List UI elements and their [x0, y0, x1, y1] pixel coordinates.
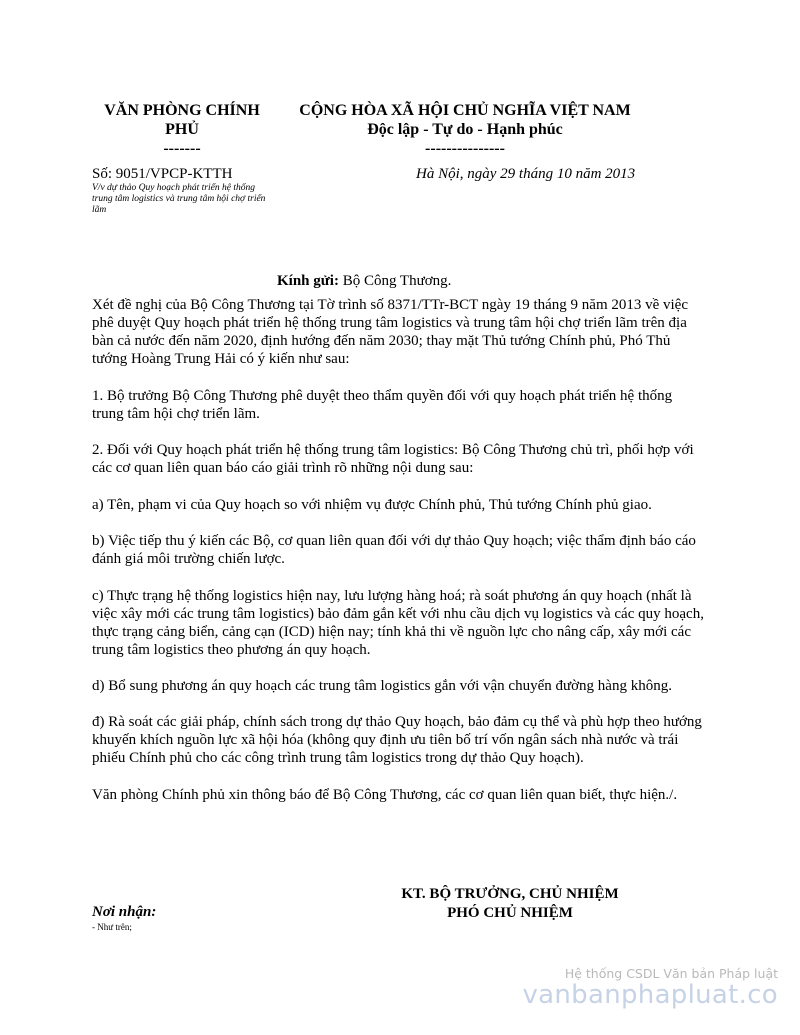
agency-rule: -------	[163, 140, 201, 157]
paragraph-item-dd: đ) Rà soát các giải pháp, chính sách trong dự thảo Quy hoạch, bảo đảm cụ thể và phù hợp theo hướng khuyến khích nguồn lực xã hội hóa (không quy định ưu tiên bố trí vốn ngân sách nhà nước và trái phiếu Chính phủ cho các công trình trung tâm logistics trong dự thảo Quy hoạch).	[92, 714, 702, 766]
paragraph-item-2: 2. Đối với Quy hoạch phát triển hệ thống trung tâm logistics: Bộ Công Thương chủ trì, phối hợp với các cơ quan liên quan báo cáo giải trình rõ những nội dung sau:	[92, 442, 694, 476]
paragraph-item-b: b) Việc tiếp thu ý kiến các Bộ, cơ quan liên quan đối với dự thảo Quy hoạch; việc thẩm định báo cáo đánh giá môi trường chiến lược.	[92, 533, 696, 567]
recipient-item: - Như trên;	[92, 922, 132, 932]
paragraph-item-a: a) Tên, phạm vi của Quy hoạch so với nhiệm vụ được Chính phủ, Thủ tướng Chính phủ giao.	[92, 497, 652, 513]
issuing-agency	[92, 101, 272, 158]
paragraph-intro: Xét đề nghị của Bộ Công Thương tại Tờ trình số 8371/TTr-BCT ngày 19 tháng 9 năm 2013 về việc phê duyệt Quy hoạch phát triển hệ thống trung tâm logistics và trung tâm hội chợ triển lãm trên địa bàn cả nước đến năm 2020, định hướng đến năm 2030; thay mặt Thủ tướng Chính phủ, Phó Thủ tướng Hoàng Trung Hải có ý kiến như sau:	[92, 297, 689, 367]
paragraph-item-1: 1. Bộ trưởng Bộ Công Thương phê duyệt theo thẩm quyền đối với quy hoạch phát triển hệ thống trung tâm hội chợ triển lãm.	[92, 388, 673, 422]
watermark-caption: Hệ thống CSDL Văn bản Pháp luật	[564, 966, 778, 981]
signature-block	[390, 885, 630, 923]
nation-rule: ---------------	[425, 140, 505, 157]
paragraph-item-c: c) Thực trạng hệ thống logistics hiện nay, lưu lượng hàng hoá; rà soát phương án quy hoạch (nhất là việc xây mới các trung tâm logistics) bảo đảm gắn kết với nhu cầu dịch vụ logistics và các quy hoạch, thực trạng cảng biển, cảng cạn (ICD) hiện nay; tính khả thi về nguồn lực cho nâng cấp, xây mới các trung tâm logistics theo phương án quy hoạch.	[92, 588, 704, 658]
signature-role: PHÓ CHỦ NHIỆM	[447, 905, 573, 921]
nation-name: CỘNG HÒA XÃ HỘI CHỦ NGHĨA VIỆT NAM	[299, 102, 631, 119]
agency-name-line2: PHỦ	[165, 121, 199, 138]
watermark-site: vanbanphapluat.co	[522, 980, 778, 1010]
nation-motto: Độc lập - Tự do - Hạnh phúc	[367, 121, 563, 138]
paragraph-item-d: d) Bổ sung phương án quy hoạch các trung tâm logistics gắn với vận chuyển đường hàng không.	[92, 678, 672, 694]
national-header	[285, 101, 645, 158]
agency-name-line1: VĂN PHÒNG CHÍNH	[104, 102, 260, 119]
document-number: Số: 9051/VPCP-KTTH	[92, 166, 233, 182]
document-subject: V/v dự thảo Quy hoạch phát triển hệ thống trung tâm logistics và trung tâm hội chợ triển lãm	[92, 183, 266, 215]
greeting	[277, 273, 451, 290]
signature-title: KT. BỘ TRƯỞNG, CHỦ NHIỆM	[401, 886, 619, 902]
place-date: Hà Nội, ngày 29 tháng 10 năm 2013	[416, 166, 636, 182]
recipients-title: Nơi nhận:	[92, 904, 157, 920]
greeting-label: Kính gửi:	[277, 273, 339, 289]
greeting-recipient: Bộ Công Thương.	[338, 273, 452, 289]
paragraph-closing: Văn phòng Chính phủ xin thông báo để Bộ Công Thương, các cơ quan liên quan biết, thực hiện./.	[92, 787, 678, 803]
